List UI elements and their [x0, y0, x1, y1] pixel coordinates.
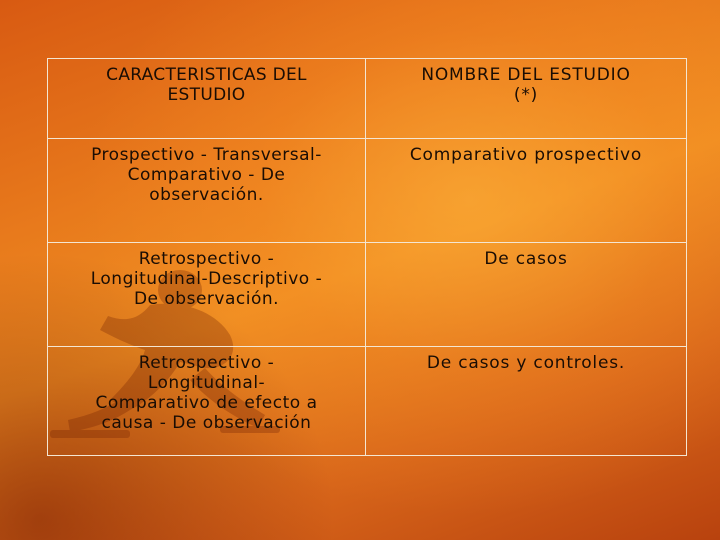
header-characteristics-text: CARACTERISTICAS DEL ESTUDIO	[106, 65, 307, 105]
study-types-table	[47, 58, 687, 456]
table-cell-characteristics	[48, 243, 366, 347]
cell-characteristics-text: Retrospectivo - Longitudinal- Comparativo de efecto a causa - De observación	[95, 353, 318, 433]
table-cell-characteristics	[48, 139, 366, 243]
header-study-name-text: NOMBRE DEL ESTUDIO (*)	[421, 65, 631, 105]
table-cell-study-name	[366, 243, 687, 347]
cell-characteristics-text: Retrospectivo - Longitudinal-Descriptivo - De observación.	[90, 249, 323, 309]
cell-study-name-text: Comparativo prospectivo	[409, 145, 643, 165]
table-row	[48, 139, 687, 243]
cell-characteristics-text: Prospectivo - Transversal- Comparativo - De observación.	[91, 145, 322, 205]
cell-study-name-text: De casos	[484, 249, 568, 269]
header-cell-study-name	[366, 59, 687, 139]
table-cell-characteristics	[48, 347, 366, 456]
table-cell-study-name	[366, 347, 687, 456]
table-row	[48, 347, 687, 456]
table-row	[48, 243, 687, 347]
header-cell-characteristics	[48, 59, 366, 139]
table-header-row	[48, 59, 687, 139]
cell-study-name-text: De casos y controles.	[426, 353, 626, 373]
table-cell-study-name	[366, 139, 687, 243]
